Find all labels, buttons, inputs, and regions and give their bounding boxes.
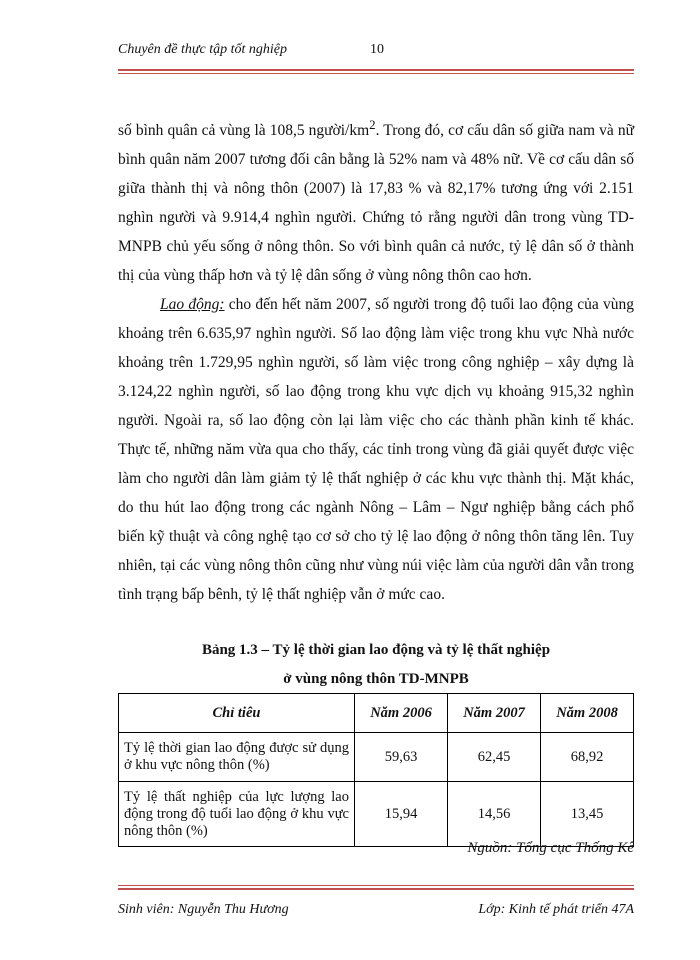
header-rule-bottom [118,73,634,74]
footer-rule-top [118,885,634,886]
row-value: 62,45 [448,733,541,782]
paragraph-population: số bình quân cả vùng là 108,5 người/$km^2$. Trong đó, cơ cấu dân số giữa nam và nữ bình quân năm 2007 tương đối cân bằng là 52% nam và 48% nữ. Về cơ cấu dân số giữa thành thị và nông thôn (2007) là 17,83 % và 82,17% tương ứng với 2.151 nghìn người và 9.914,4 nghìn người. Chứng tỏ rằng người dân trong vùng TD-MNPB chủ yếu sống ở nông thôn. So với bình quân cả nước, tỷ lệ dân số ở thành thị của vùng thấp hơn và tỷ lệ dân sống ở vùng nông thôn cao hơn. [118,117,634,285]
row-value: 59,63 [355,733,448,782]
header-indicator: Chỉ tiêu [119,694,355,733]
table-row [119,782,634,847]
data-table [118,693,634,847]
row-value: 13,45 [541,782,634,847]
footer-rule-bottom [118,888,634,890]
header-year-2006: Năm 2006 [355,694,448,733]
row-value: 15,94 [355,782,448,847]
row-label: Tỷ lệ thất nghiệp của lực lượng lao động trong độ tuổi lao động ở khu vực nông thôn (%) [119,782,355,847]
row-value: 14,56 [448,782,541,847]
row-value: 68,92 [541,733,634,782]
header-title: Chuyên đề thực tập tốt nghiệp [118,42,287,57]
row-label: Tỷ lệ thời gian lao động được sử dụng ở khu vực nông thôn (%) [119,733,355,782]
body-text [118,110,634,609]
table-header-row [119,694,634,733]
page-footer [118,902,634,922]
header-year-2008: Năm 2008 [541,694,634,733]
table-row [119,733,634,782]
paragraph-labor: Lao động: cho đến hết năm 2007, số người trong độ tuổi lao động của vùng khoảng trên 6.635,97 nghìn người. Số lao động làm việc trong khu vực Nhà nước khoảng trên 1.729,95 nghìn người, số làm việc trong công nghiệp – xây dựng là 3.124,22 nghìn người, số lao động trong khu vực dịch vụ khoảng 915,32 nghìn người. Ngoài ra, số lao động còn lại làm việc cho các thành phần kinh tế khác. Thực tế, những năm vừa qua cho thấy, các tỉnh trong vùng đã giải quyết được việc làm cho người dân làm giảm tỷ lệ thất nghiệp ở các khu vực thành thị. Mặt khác, do thu hút lao động trong các ngành Nông – Lâm – Ngư nghiệp bằng cách phổ biến kỹ thuật và công nghệ tạo cơ sở cho tỷ lệ lao động ở nông thôn tăng lên. Tuy nhiên, tại các vùng nông thôn cũng như vùng núi việc làm của người dân vẫn trong tình trạng bấp bênh, tỷ lệ thất nghiệp vẫn ở mức cao. [118,296,634,604]
table-title: Bảng 1.3 – Tỷ lệ thời gian lao động và tỷ lệ thất nghiệp ở vùng nông thôn TD-MNPB [201,642,551,687]
labor-heading: Lao động: [160,296,225,314]
footer-student: Sinh viên: Nguyễn Thu Hương [118,902,289,917]
page-number: 10 [370,42,384,57]
footer-class: Lớp: Kinh tế phát triển 47A [478,902,634,917]
page-header [118,42,638,62]
header-year-2007: Năm 2007 [448,694,541,733]
header-rule-top [118,69,634,71]
table-source: Nguồn: Tổng cục Thống Kê [467,840,634,856]
